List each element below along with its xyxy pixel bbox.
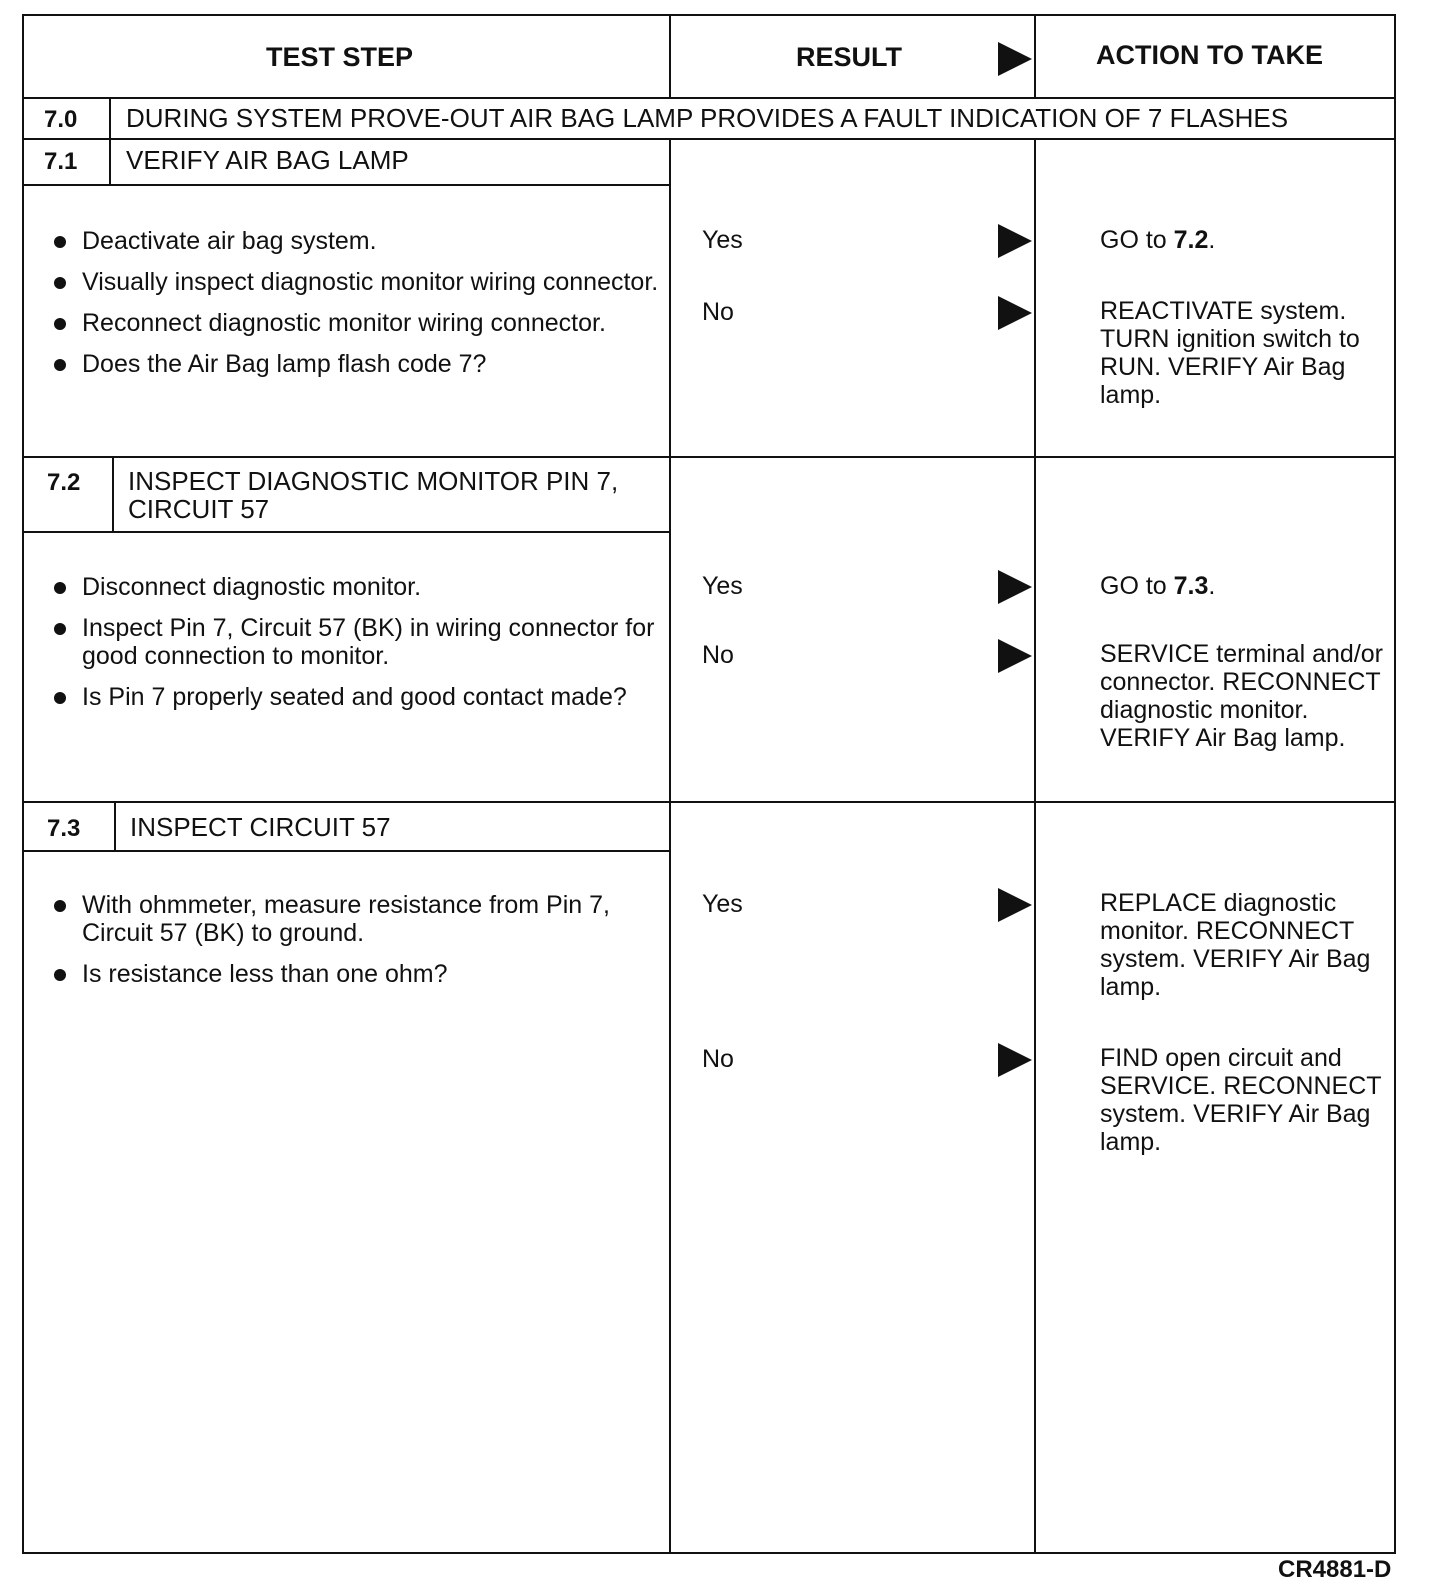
result-arrow-icon xyxy=(998,639,1032,673)
result-arrow-icon xyxy=(998,570,1032,604)
list-item: Visually inspect diagnostic monitor wiring connector. xyxy=(52,268,672,296)
column-divider-action xyxy=(1034,138,1036,1554)
row-7-1-divider xyxy=(22,456,1396,458)
list-item: Reconnect diagnostic monitor wiring connector. xyxy=(52,309,672,337)
step-7-3-bullets xyxy=(52,891,672,1001)
column-divider-action xyxy=(1034,14,1036,98)
list-item: Is resistance less than one ohm? xyxy=(52,960,672,988)
action-yes: REPLACE diagnostic monitor. RECONNECT system. VERIFY Air Bag lamp. xyxy=(1100,889,1371,1001)
step-number-divider xyxy=(109,97,111,140)
result-arrow-icon xyxy=(998,42,1032,76)
result-arrow-icon xyxy=(998,296,1032,330)
action-no: FIND open circuit and SERVICE. RECONNECT system. VERIFY Air Bag lamp. xyxy=(1100,1044,1382,1156)
column-divider-result xyxy=(669,14,671,98)
row-7-3-title-underline xyxy=(22,850,671,852)
list-item: Deactivate air bag system. xyxy=(52,227,672,255)
list-item: With ohmmeter, measure resistance from Pin 7, Circuit 57 (BK) to ground. xyxy=(52,891,672,947)
step-number: 7.0 xyxy=(44,106,78,133)
list-item: Disconnect diagnostic monitor. xyxy=(52,573,672,601)
step-7-2-bullets xyxy=(52,573,672,724)
header-action: ACTION TO TAKE xyxy=(1096,40,1323,70)
step-number: 7.2 xyxy=(47,469,81,496)
result-yes: Yes xyxy=(702,572,743,600)
header-divider xyxy=(22,97,1396,99)
header-test-step: TEST STEP xyxy=(266,42,414,72)
row-7-1-title-underline xyxy=(22,184,671,186)
step-number-divider xyxy=(112,456,114,533)
step-title: INSPECT CIRCUIT 57 xyxy=(130,812,391,842)
row-7-0-divider xyxy=(22,138,1396,140)
header-result: RESULT xyxy=(796,42,902,72)
row-7-2-divider xyxy=(22,801,1396,803)
result-no: No xyxy=(702,1045,734,1073)
action-no: REACTIVATE system. TURN ignition switch to RUN. VERIFY Air Bag lamp. xyxy=(1100,297,1360,409)
list-item: Is Pin 7 properly seated and good contact made? xyxy=(52,683,672,711)
step-title: INSPECT DIAGNOSTIC MONITOR PIN 7, CIRCUIT 57 xyxy=(128,466,619,524)
result-arrow-icon xyxy=(998,1043,1032,1077)
result-yes: Yes xyxy=(702,890,743,918)
list-item: Does the Air Bag lamp flash code 7? xyxy=(52,350,672,378)
action-yes: GO to 7.3. xyxy=(1100,572,1216,600)
step-number-divider xyxy=(109,138,111,186)
step-7-1-bullets xyxy=(52,227,672,391)
result-no: No xyxy=(702,298,734,326)
result-arrow-icon xyxy=(998,224,1032,258)
step-title: DURING SYSTEM PROVE-OUT AIR BAG LAMP PROVIDES A FAULT INDICATION OF 7 FLASHES xyxy=(126,103,1289,133)
row-7-2-title-underline xyxy=(22,531,671,533)
step-number: 7.3 xyxy=(47,815,81,842)
result-yes: Yes xyxy=(702,226,743,254)
step-number-divider xyxy=(114,801,116,852)
result-arrow-icon xyxy=(998,888,1032,922)
step-number: 7.1 xyxy=(44,148,78,175)
list-item: Inspect Pin 7, Circuit 57 (BK) in wiring connector for good connection to monitor. xyxy=(52,614,672,670)
figure-id: CR4881-D xyxy=(1278,1556,1392,1583)
action-yes: GO to 7.2. xyxy=(1100,226,1216,254)
result-no: No xyxy=(702,641,734,669)
step-title: VERIFY AIR BAG LAMP xyxy=(126,145,409,175)
action-no: SERVICE terminal and/or connector. RECONNECT diagnostic monitor. VERIFY Air Bag lamp. xyxy=(1100,640,1383,752)
